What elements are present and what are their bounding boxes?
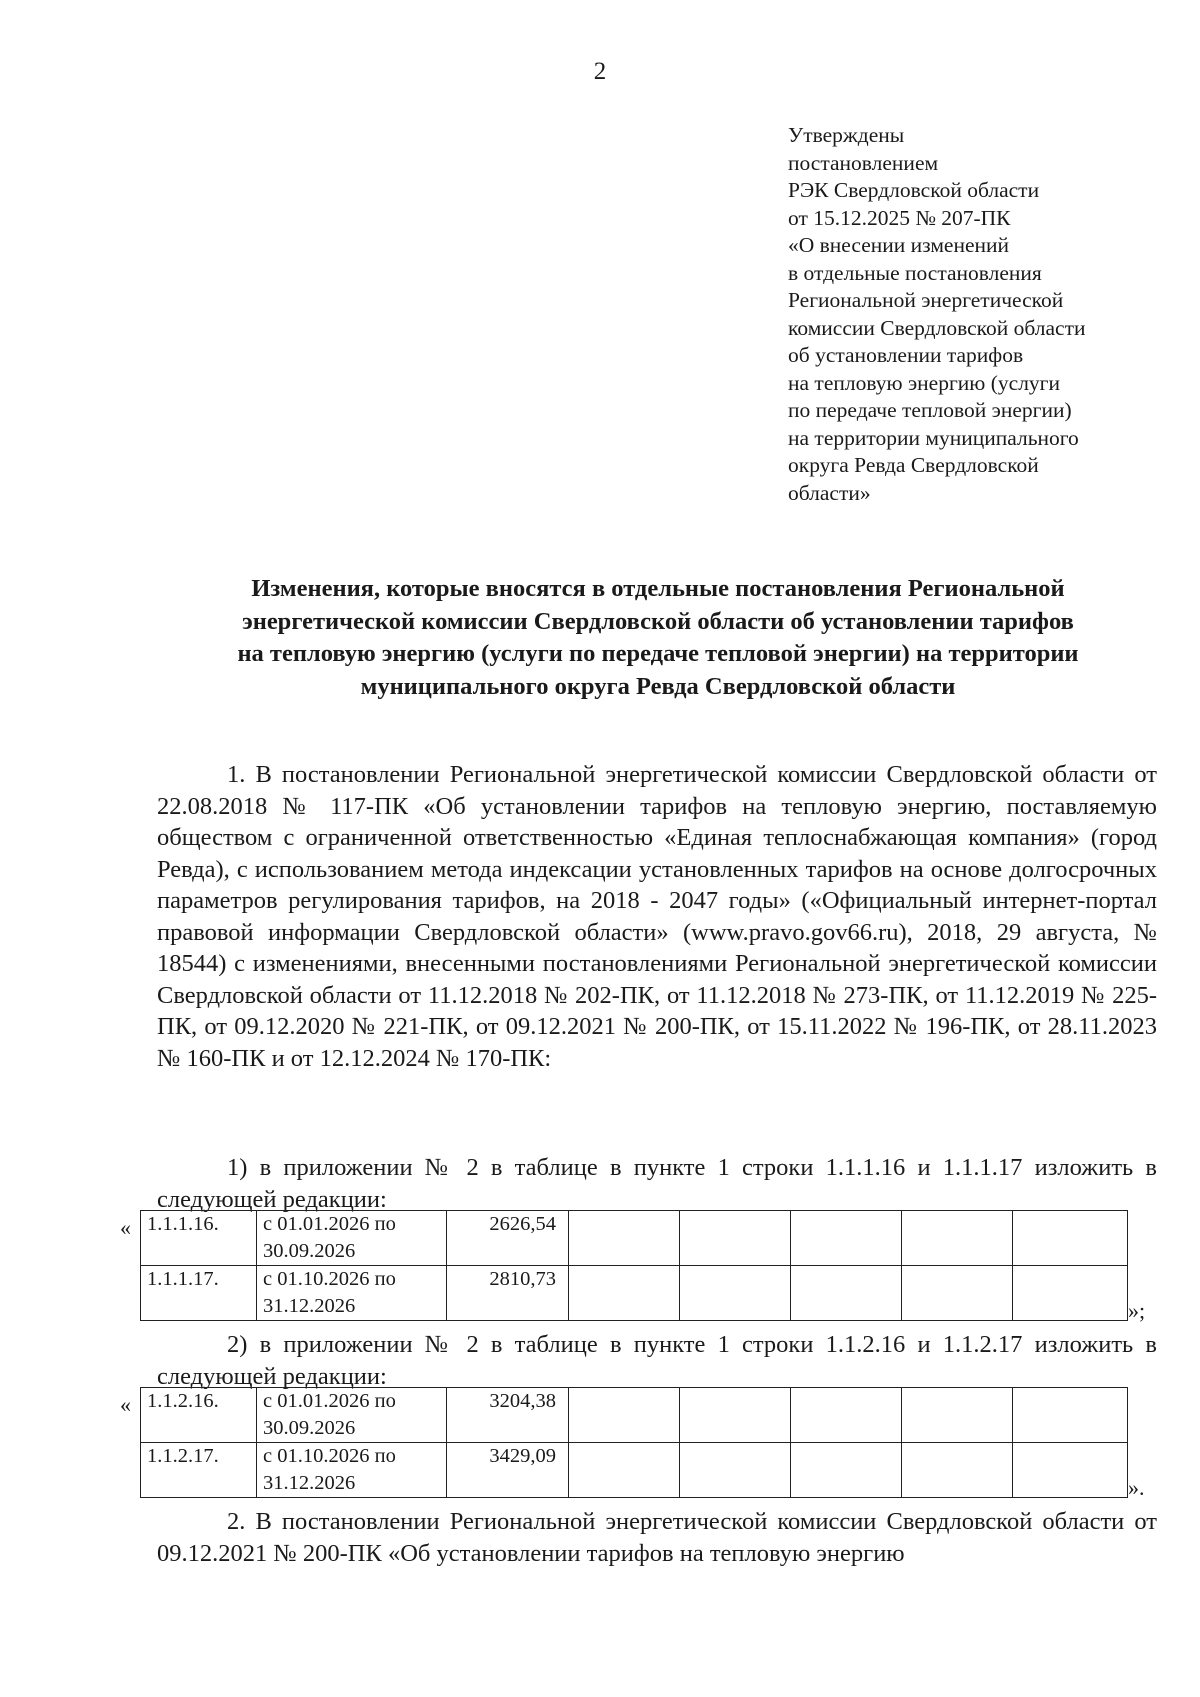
empty-cell xyxy=(569,1211,680,1266)
table-1-open-quote: « xyxy=(120,1215,131,1240)
page-number: 2 xyxy=(593,58,607,85)
empty-cell xyxy=(680,1211,791,1266)
row-value: 2810,73 xyxy=(447,1266,569,1321)
empty-cell xyxy=(1013,1388,1128,1443)
row-period: с 01.01.2026 по 30.09.2026 xyxy=(257,1388,447,1443)
title-line: Изменения, которые вносятся в отдельные постановления Региональной xyxy=(251,575,1065,602)
empty-cell xyxy=(791,1388,902,1443)
table-1-close-quote: »; xyxy=(1128,1298,1146,1323)
approval-line: «О внесении изменений xyxy=(788,233,1010,257)
paragraph-1: 1. В постановлении Региональной энергетической комиссии Свердловской области от 22.08.2018 № 117-ПК «Об установлении тарифов на тепловую энергию, поставляемую обществом с ограниченной ответственностью «Единая теплоснабжающая компания» (город Ревда), с использованием метода индексации установленных тарифов на основе долгосрочных параметров регулирования тарифов, на 2018 - 2047 годы» («Официальный интернет-портал правовой информации Свердловской области» (www.pravo.gov66.ru), 2018, 29 августа, № 18544) с изменениями, внесенными постановлениями Региональной энергетической комиссии Свердловской области от 11.12.2018 № 202-ПК, от 11.12.2018 № 273-ПК, от 11.12.2019 № 225-ПК, от 09.12.2020 № 221-ПК, от 09.12.2021 № 200-ПК, от 15.11.2022 № 196-ПК, от 28.11.2023 № 160-ПК и от 12.12.2024 № 170-ПК: xyxy=(157,761,1157,1072)
empty-cell xyxy=(1013,1266,1128,1321)
approval-line: области» xyxy=(788,480,871,505)
title-line: муниципального округа Ревда Свердловской области xyxy=(360,672,956,700)
empty-cell xyxy=(1013,1211,1128,1266)
row-value: 3204,38 xyxy=(447,1388,569,1443)
approval-line: РЭК Свердловской области xyxy=(788,178,1040,202)
empty-cell xyxy=(680,1443,791,1498)
document-title xyxy=(150,573,1166,703)
subitem-2: 2) в приложении № 2 в таблице в пункте 1 строки 1.1.2.16 и 1.1.2.17 изложить в следующей редакции: xyxy=(157,1331,1157,1390)
approval-line: в отдельные постановления xyxy=(788,260,1042,285)
approval-line: постановлением xyxy=(788,150,939,175)
empty-cell xyxy=(569,1388,680,1443)
tariff-table-2 xyxy=(140,1387,1128,1498)
empty-cell xyxy=(902,1266,1013,1321)
row-code: 1.1.1.17. xyxy=(141,1266,257,1321)
approval-line: по передаче тепловой энергии) xyxy=(788,398,1072,422)
row-period: с 01.10.2026 по 31.12.2026 xyxy=(257,1443,447,1498)
table-row xyxy=(141,1211,1128,1266)
empty-cell xyxy=(1013,1443,1128,1498)
empty-cell xyxy=(902,1211,1013,1266)
approval-line: округа Ревда Свердловской xyxy=(788,453,1039,477)
empty-cell xyxy=(902,1388,1013,1443)
title-line: энергетической комиссии Свердловской области об установлении тарифов xyxy=(242,607,1074,635)
subitem-1: 1) в приложении № 2 в таблице в пункте 1 строки 1.1.1.16 и 1.1.1.17 изложить в следующей редакции: xyxy=(157,1154,1157,1213)
row-value: 3429,09 xyxy=(447,1443,569,1498)
empty-cell xyxy=(791,1266,902,1321)
row-period: с 01.01.2026 по 30.09.2026 xyxy=(257,1211,447,1266)
empty-cell xyxy=(902,1443,1013,1498)
row-code: 1.1.2.16. xyxy=(141,1388,257,1443)
approval-block xyxy=(788,122,1168,507)
approval-line: на тепловую энергию (услуги xyxy=(788,370,1060,395)
empty-cell xyxy=(791,1443,902,1498)
empty-cell xyxy=(680,1388,791,1443)
approval-line: Утверждены xyxy=(788,123,905,147)
paragraph-2: 2. В постановлении Региональной энергетической комиссии Свердловской области от 09.12.2021 № 200-ПК «Об установлении тарифов на тепловую энергию xyxy=(157,1508,1157,1567)
table-row xyxy=(141,1266,1128,1321)
table-2-close-quote: ». xyxy=(1128,1475,1145,1500)
approval-line: на территории муниципального xyxy=(788,425,1079,450)
table-2-open-quote: « xyxy=(120,1392,131,1417)
row-code: 1.1.1.16. xyxy=(141,1211,257,1266)
approval-line: комиссии Свердловской области xyxy=(788,315,1086,340)
row-value: 2626,54 xyxy=(447,1211,569,1266)
approval-line: об установлении тарифов xyxy=(788,343,1024,367)
empty-cell xyxy=(569,1266,680,1321)
table-row xyxy=(141,1443,1128,1498)
approval-line: от 15.12.2025 № 207-ПК xyxy=(788,205,1011,230)
empty-cell xyxy=(569,1443,680,1498)
row-code: 1.1.2.17. xyxy=(141,1443,257,1498)
tariff-table-1 xyxy=(140,1210,1128,1321)
empty-cell xyxy=(680,1266,791,1321)
row-period: с 01.10.2026 по 31.12.2026 xyxy=(257,1266,447,1321)
title-line: на тепловую энергию (услуги по передаче тепловой энергии) на территории xyxy=(237,640,1079,667)
empty-cell xyxy=(791,1211,902,1266)
approval-line: Региональной энергетической xyxy=(788,288,1064,312)
table-row xyxy=(141,1388,1128,1443)
